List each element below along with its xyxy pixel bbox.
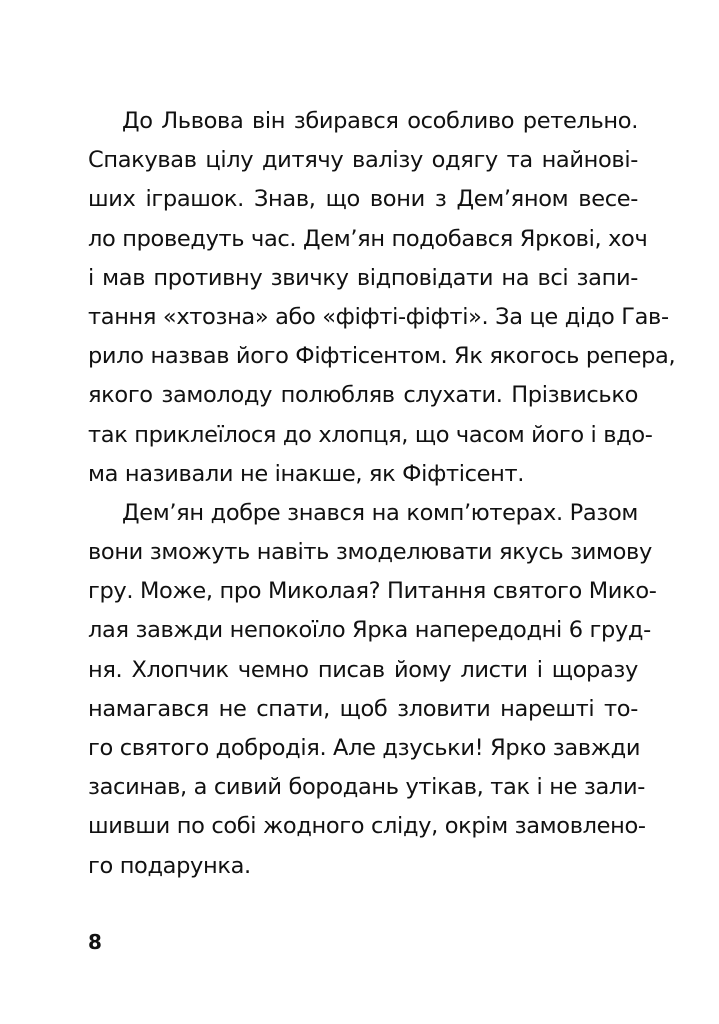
paragraph-2-line-9: шивши по собі жодного сліду, окрім замовлено- [88,813,646,840]
paragraph-2-line-5: ня. Хлопчик чемно писав йому листи і щоразу [88,656,638,683]
paragraph-2-line-2: вони зможуть навіть змоделювати якусь зимову [88,539,652,566]
paragraph-1-line-3: ших іграшок. Знав, що вони з Дем’яном весе- [88,186,638,213]
paragraph-1-line-10: ма називали не інакше, як Фіфтісент. [88,460,525,487]
paragraph-2-line-1: Дем’ян добре знався на комп’ютерах. Разом [122,499,638,526]
paragraph-2-line-7: го святого добродія. Але дзуськи! Ярко завжди [88,735,641,761]
paragraph-2-line-6: намагався не спати, щоб зловити нарешті то- [88,695,638,722]
paragraph-1-line-6: тання «хтозна» або «фіфті-фіфті». За це дідо Гав- [88,303,669,330]
paragraph-1-line-4: ло проведуть час. Дем’ян подобався Яркові, хоч [88,225,648,252]
paragraph-1-line-8: якого замолоду полюбляв слухати. Прізвисько [88,382,638,409]
paragraph-1-line-1: До Львова він збирався особливо ретельно. [122,108,638,134]
paragraph-2-line-8: засинав, а сивий бородань утікав, так і не зали- [88,774,645,801]
body-text [88,102,676,886]
page-number: 8 [88,930,102,954]
paragraph-1-line-2: Спакував цілу дитячу валізу одягу та найнові- [88,147,638,174]
paragraph-2-line-3: гру. Може, про Миколая? Питання святого Мико- [88,578,657,605]
paragraph-1-line-5: і мав противну звичку відповідати на всі запи- [88,264,638,291]
paragraph-2-line-4: лая завжди непокоїло Ярка напередодні 6 груд- [88,617,651,644]
paragraph-2-line-10: го подарунка. [88,852,251,879]
paragraph-1-line-9: так приклеїлося до хлопця, що часом його і вдо- [88,421,653,448]
paragraph-1-line-7: рило назвав його Фіфтісентом. Як якогось репера, [88,343,676,370]
